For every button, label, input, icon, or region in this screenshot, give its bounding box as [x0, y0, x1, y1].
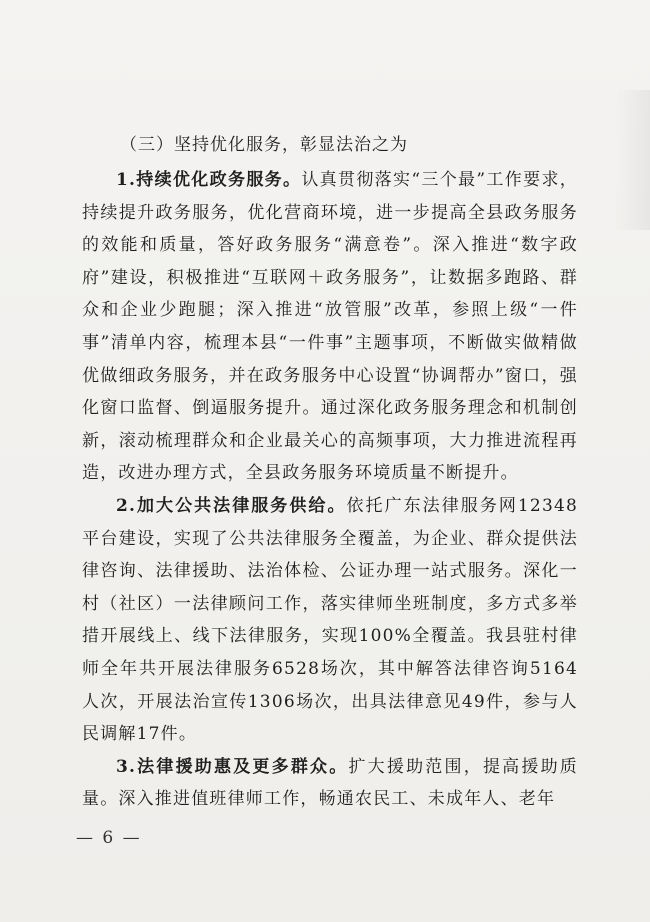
page-edge-shadow	[614, 90, 650, 230]
paragraph-1	[82, 164, 578, 490]
paragraph-3-lead: 3.法律援助惠及更多群众。	[116, 756, 349, 777]
paragraph-3	[82, 751, 578, 816]
paragraph-1-lead: 1.持续优化政务服务。	[116, 170, 302, 190]
page-number: — 6 —	[76, 828, 142, 848]
section-heading: （三）坚持优化服务，彰显法治之为	[120, 135, 408, 155]
document-body	[82, 128, 578, 816]
paragraph-1-body: 认真贯彻落实“三个最”工作要求，持续提升政务服务，优化营商环境，进一步提高全县政务服务的效能和质量，答好政务服务“满意卷”。深入推进“数字政府”建设，积极推进“互联网＋政务服务”，让数据多跑路、群众和企业少跑腿；深入推进“放管服”改革，参照上级“一件事”清单内容，梳理本县“一件事”主题事项，不断做实做精做优做细政务服务，并在政务服务中心设置“协调帮办”窗口，强化窗口监督、倒逼服务提升。通过深化政务服务理念和机制创新，滚动梳理群众和企业最关心的高频事项，大力推进流程再造，改进办理方式，全县政务服务环境质量不断提升。	[82, 170, 578, 484]
paragraph-2-lead: 2.加大公共法律服务供给。	[116, 495, 347, 516]
paragraph-2-body: 依托广东法律服务网12348平台建设，实现了公共法律服务全覆盖，为企业、群众提供法律咨询、法律援助、法治体检、公证办理一站式服务。深化一村（社区）一法律顾问工作，落实律师坐班制度，多方式多举措开展线上、线下法律服务，实现100%全覆盖。我县驻村律师全年共开展法律服务6528场次，其中解答法律咨询5164人次，开展法治宣传1306场次，出具法律意见49件，参与人民调解17件。	[82, 495, 578, 745]
paragraph-2	[82, 490, 578, 751]
paragraph-3-body: 扩大援助范围，提高援助质量。深入推进值班律师工作，畅通农民工、未成年人、老年	[82, 756, 578, 810]
